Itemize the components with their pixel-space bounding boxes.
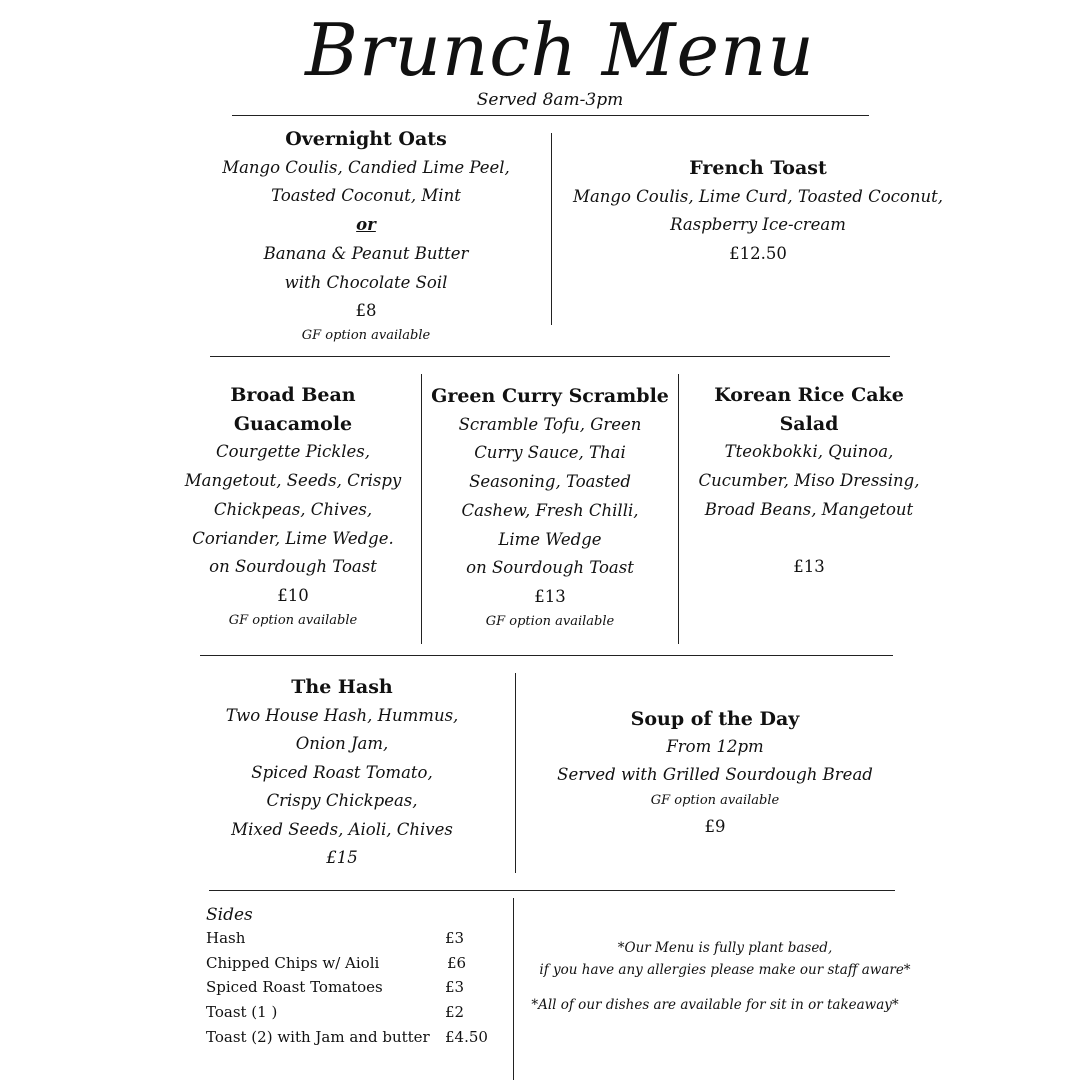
menu-item-overnight-oats xyxy=(196,125,536,346)
gf-note: GF option available xyxy=(650,793,780,808)
gf-note: GF option available xyxy=(485,613,615,629)
dish-description-line: Seasoning, Toasted xyxy=(469,472,631,492)
list-item xyxy=(206,929,506,954)
divider-vertical-4 xyxy=(515,673,516,873)
side-price: £2 xyxy=(445,1003,465,1022)
list-item xyxy=(206,1028,506,1053)
dish-description-line: Mango Coulis, Lime Curd, Toasted Coconut, xyxy=(573,186,943,206)
dish-description-line: Served with Grilled Sourdough Bread xyxy=(557,765,873,784)
dish-description-line: Toasted Coconut, Mint xyxy=(271,186,461,206)
side-price: £4.50 xyxy=(445,1027,488,1046)
dish-description-line: on Sourdough Toast xyxy=(466,558,634,578)
side-name: Chipped Chips w/ Aioli xyxy=(206,953,380,972)
divider-top xyxy=(232,115,869,116)
side-name: Toast (1 ) xyxy=(206,1003,278,1022)
dish-description-line: Mixed Seeds, Aioli, Chives xyxy=(231,819,453,839)
side-price: £3 xyxy=(445,929,465,947)
divider-vertical-3 xyxy=(678,374,679,644)
sides-section xyxy=(206,905,506,1052)
dish-description-line: Onion Jam, xyxy=(295,734,389,753)
divider-row3 xyxy=(209,890,895,891)
gf-note: GF option available xyxy=(301,327,431,343)
menu-subtitle: Served 8am-3pm xyxy=(476,90,624,110)
menu-item-korean-rice-cake-salad xyxy=(684,381,934,582)
dish-price: £13 xyxy=(534,586,566,606)
divider-vertical-5 xyxy=(513,898,514,1080)
divider-vertical-2 xyxy=(421,374,422,644)
menu-title: Brunch Menu xyxy=(305,8,815,92)
dish-description-line: Broad Beans, Mangetout xyxy=(704,499,914,519)
divider-row2 xyxy=(200,655,893,656)
menu-item-green-curry-scramble xyxy=(428,382,672,632)
dish-name: Green Curry Scramble xyxy=(431,385,669,407)
dish-name: The Hash xyxy=(291,676,393,698)
dish-price: £15 xyxy=(326,848,358,867)
dish-description-line: Courgette Pickles, xyxy=(215,442,371,462)
dish-name: Korean Rice Cake Salad xyxy=(714,384,904,435)
list-item xyxy=(206,954,506,979)
dish-price: £8 xyxy=(355,301,377,321)
dish-description-line: Chickpeas, Chives, xyxy=(213,499,373,519)
menu-item-the-hash xyxy=(190,673,494,873)
dish-description-line: with Chocolate Soil xyxy=(284,272,448,292)
gf-note: GF option available xyxy=(228,612,358,628)
dish-description-line: Tteokbokki, Quinoa, xyxy=(724,442,894,462)
dish-price: £10 xyxy=(277,585,309,605)
divider-vertical-1 xyxy=(551,133,552,325)
list-item xyxy=(206,978,506,1003)
side-name: Toast (2) with Jam and butter xyxy=(206,1027,430,1046)
dish-description-line: Cucumber, Miso Dressing, xyxy=(698,471,920,491)
plant-based-note: *Our Menu is fully plant based, xyxy=(617,940,833,956)
dish-description-line: Mango Coulis, Candied Lime Peel, xyxy=(222,157,510,177)
dish-name: French Toast xyxy=(689,157,827,179)
dish-description-line: Banana & Peanut Butter xyxy=(263,243,469,263)
side-name: Hash xyxy=(206,929,246,947)
side-name: Spiced Roast Tomatoes xyxy=(206,978,383,997)
menu-item-soup-of-the-day xyxy=(540,705,890,841)
side-price: £3 xyxy=(445,978,465,997)
dish-description-line: From 12pm xyxy=(666,737,764,756)
dish-description-line: Crispy Chickpeas, xyxy=(266,791,418,810)
menu-item-french-toast xyxy=(560,154,956,269)
dish-name: Overnight Oats xyxy=(285,128,447,150)
dish-description-line: Coriander, Lime Wedge. xyxy=(192,528,394,548)
dish-name: Soup of the Day xyxy=(630,708,800,730)
dish-description-line: Lime Wedge xyxy=(498,529,602,549)
dish-description-line: Raspberry Ice-cream xyxy=(670,215,846,235)
or-separator: or xyxy=(356,215,376,235)
divider-row1 xyxy=(210,356,890,357)
takeaway-note: *All of our dishes are available for sit in or takeaway* xyxy=(531,997,899,1013)
dish-price: £9 xyxy=(704,817,726,836)
dish-price: £12.50 xyxy=(729,244,787,264)
list-item xyxy=(206,1003,506,1028)
dish-description-line: Scramble Tofu, Green xyxy=(458,414,642,434)
dish-description-line: Spiced Roast Tomato, xyxy=(251,762,433,782)
menu-item-broad-bean-guacamole xyxy=(170,381,416,631)
dish-name: Broad Bean Guacamole xyxy=(230,384,356,435)
sides-title: Sides xyxy=(206,905,253,925)
dish-price: £13 xyxy=(793,557,825,577)
side-price: £6 xyxy=(447,953,467,972)
dish-description-line: on Sourdough Toast xyxy=(209,557,377,577)
dish-description-line: Two House Hash, Hummus, xyxy=(225,705,459,725)
dish-description-line: Cashew, Fresh Chilli, xyxy=(461,500,639,520)
dish-description-line: Curry Sauce, Thai xyxy=(474,443,626,463)
dish-description-line: Mangetout, Seeds, Crispy xyxy=(184,471,402,491)
allergy-note: if you have any allergies please make our staff aware* xyxy=(539,962,911,978)
